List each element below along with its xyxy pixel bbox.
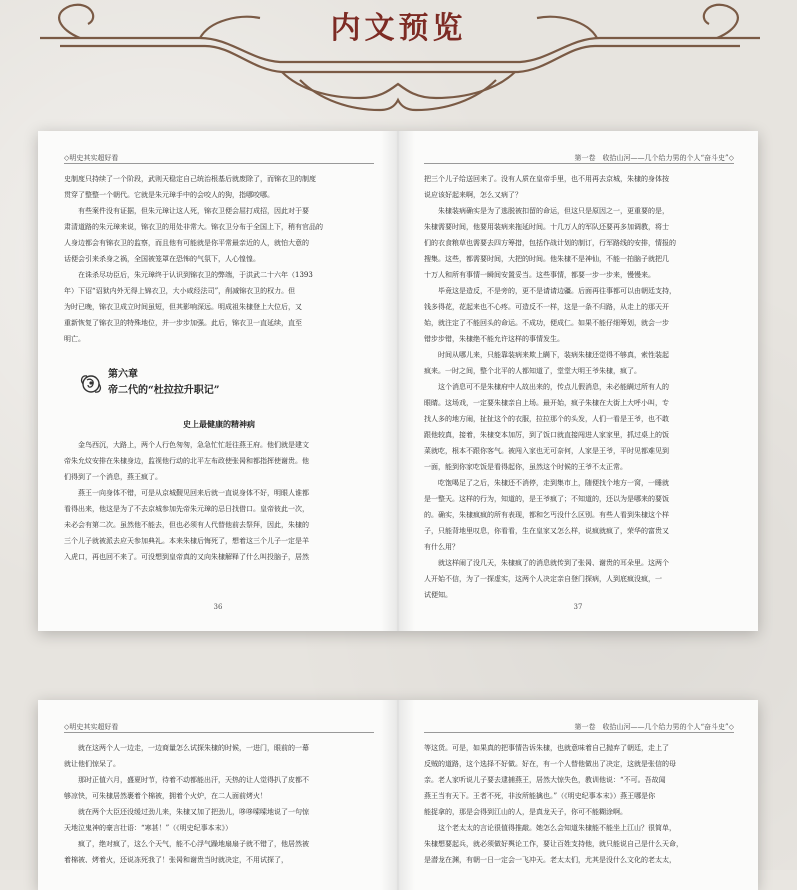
book-spread-preview (38, 700, 758, 890)
header-rule (424, 163, 734, 164)
header-rule (64, 163, 374, 164)
text-line: 燕王一向身体不错，可是从京城觐见回来后就一直说身体不好，明眼人谁都 (78, 489, 309, 497)
text-line: 们得到了一个消息，燕王疯了。 (64, 473, 162, 481)
text-line: 肃清道路的朱元璋来说，锦衣卫的用处非常大。锦衣卫分布于全国上下，稍有官品的 (64, 223, 323, 231)
text-line: 眼睛。这场戏，一定要朱棣亲自上场。最开始，疯子朱棣在大街上大呼小叫，专 (424, 399, 669, 407)
right-page (398, 700, 758, 890)
text-line: 朱棣想要起兵，就必须做好舆论工作，要让百姓支持他，就只能说自己是什么天命， (424, 840, 683, 848)
text-line: 就这样闹了没几天，朱棣疯了的消息就传到了张昺、谢贵的耳朵里。这两个 (438, 559, 669, 567)
text-line: 有什么用？ (424, 543, 459, 551)
left-page (38, 131, 398, 631)
text-line: 疯来。一时之间，整个北平的人都知道了，堂堂大明王爷朱棣，疯了。 (424, 367, 641, 375)
running-head: ◇明史其实超好看 (64, 154, 119, 162)
page-body (64, 740, 374, 868)
text-line: 说应该好起来啊，怎么又病了？ (424, 191, 522, 199)
text-line: 跟他较真，接着，朱棣变本加厉，到了饭口就直接闯进人家家里，抓过桌上的饭 (424, 431, 669, 439)
text-line: 朱棣装病确实是为了逃脱被扣留的命运，但这只是原因之一，更重要的是， (438, 207, 669, 215)
page-body (424, 171, 734, 603)
left-page (38, 700, 398, 890)
book-spread-preview (38, 131, 758, 631)
text-line: 搜集。这些，都需要时间，大把的时间。他朱棣不是神仙，不能一拍脑子就把几 (424, 255, 669, 263)
text-line: 这个消息可不是朱棣府中人故出来的，传点儿假消息，未必能瞒过所有人的 (438, 383, 669, 391)
running-head: 第一卷 收拾山河——几个给力男的个人“奋斗史”◇ (574, 723, 734, 731)
text-line: 是一整天。这样的行为，知道的，是王爷疯了；不知道的，还以为是哪来的要饭 (424, 495, 669, 503)
text-line: 金鸟西沉，大路上，两个人行色匆匆，急急忙忙赶往燕王府。他们就是建文 (78, 441, 309, 449)
page-title: 内文预览 (330, 11, 467, 46)
header-rule (64, 732, 374, 733)
text-line: 错步步错，朱棣绝不能允许这样的事情发生。 (424, 335, 564, 343)
text-line: 等这货。可是，如果真的把事情告诉朱棣，也就意味着自己抛弃了朝廷，走上了 (424, 744, 669, 752)
text-line: 未必会有第二次。虽然他不能去，但也必须有人代替他前去祭拜，因此，朱棣的 (64, 521, 309, 529)
text-line: 一面，能到你家吃饭是看得起你，虽然这个时候的王爷不太正常。 (424, 463, 627, 471)
text-line: 菜就吃，根本不跟你客气。被闯入家也无可奈何，人家是王爷，平时见都难见到 (424, 447, 669, 455)
text-line: 吃饱喝足了之后，朱棣还不消停，走到集市上，随便找个地方一窝，一睡就 (438, 479, 669, 487)
text-line: 话便会引来杀身之祸，全国被笼罩在恐怖的气氛下，人心惶惶。 (64, 255, 260, 263)
text-line: 就在两个大臣还没缓过劲儿来，朱棣又加了把劲儿，哆哆嗦嗦地说了一句惊 (78, 808, 309, 816)
text-line: 人身边都会有锦衣卫的监察，而且他有可能就是你平常最亲近的人，就怕大意的 (64, 239, 309, 247)
text-line: 明亡。 (64, 335, 85, 343)
text-line: 的。确实，朱棣疯疯的所有表现，都和乞丐没什么区别。有些人看到朱棣这个样 (424, 511, 669, 519)
chapter-number: 第六章 (108, 369, 138, 380)
text-line: 燕王当有天下。王者不死，非汝所能擒也。”（《明史纪事本末》）燕王哪是你 (424, 792, 656, 800)
text-line: 为时已晚，锦衣卫成立时间虽短，但其影响深远。明成祖朱棣登上大位后，又 (64, 303, 302, 311)
text-line: 够凉快，可朱棣居然裹着个棉被，拥着个火炉，在二人面前烤火！ (64, 792, 267, 800)
text-line: 毕竟这是造反，不是旁的，更不是请请边疆。后面再往事都可以由朝廷支持， (438, 287, 676, 295)
text-line: 找人多的地方闹，扯扯这个的衣服，拉拉那个的头发，人们一看是王爷，也不敢 (424, 415, 669, 423)
text-line: 有些案件没有证据，但朱元璋让这人死，锦衣卫便会屈打成招，因此对于要 (78, 207, 309, 215)
text-line: 钱多得花，花起来也不心疼。可造反不一样，这是一条不归路，从走上的那天开 (424, 303, 669, 311)
text-line: 重新恢复了锦衣卫的特殊地位，并一步步加强。此后，锦衣卫一直延续，直至 (64, 319, 302, 327)
text-line: 三个儿子就被派去应天参加典礼。本来朱棣后悔死了，想着这三个儿子一定是羊 (64, 537, 309, 545)
text-line: 这个老太太的言论很值得推敲。她怎么会知道朱棣能不能坐上江山？很简单， (438, 824, 676, 832)
chapter-heading (64, 365, 374, 409)
text-line: 就让他们惊呆了。 (64, 760, 120, 768)
text-line: 那时正值六月，盛夏时节，待着不动都能出汗，天热的让人觉得扒了皮都不 (78, 776, 309, 784)
page-body (424, 740, 734, 868)
dragon-emblem-icon (78, 371, 104, 397)
page-number: 37 (573, 603, 583, 611)
right-page (398, 131, 758, 631)
text-line: 人开始不信，为了一探虚实，这两个人决定亲自登门探病，人到底疯没疯，一 (424, 575, 662, 583)
text-line: 看得出来，他这是为了不去京城参加先帝朱元璋的忌日找借口。皇帝彼此一次， (64, 505, 309, 513)
chapter-title: 帝二代的“杜拉拉升职记” (108, 385, 220, 396)
text-line: 能捉拿的，那是会得到江山的人，是真龙天子，你可不能糊涂啊。 (424, 808, 627, 816)
text-line: 年）下诏“诏狱内外无得上锦衣卫，大小咸经法司”，削减锦衣卫的权力。但 (64, 287, 296, 295)
header-rule (424, 732, 734, 733)
text-line: 们的衣食粮草也需要去四方筹措，包括作战计划的制订，行军路线的安排，情报的 (424, 239, 676, 247)
running-head: 第一卷 收拾山河——几个给力男的个人“奋斗史”◇ (574, 154, 734, 162)
text-line: 在诛杀尽功臣后，朱元璋终于认识到锦衣卫的弊端，于洪武二十六年（1393 (78, 271, 313, 279)
text-line: 把三个儿子给送回来了。没有人质在皇帝手里，也不用再去京城，朱棣的身体按 (424, 175, 669, 183)
text-line: 反贼的道路，这个选择不好做。好在，有一个人替他做出了决定，这就是张信的母 (424, 760, 676, 768)
page-number: 36 (213, 603, 223, 611)
text-line: 贯穿了整整一个朝代。它就是朱元璋手中的会咬人的狗，指哪咬哪。 (64, 191, 274, 199)
text-line: 朱棣需要时间，他要用装病来拖延时间。十几万人的军队还要再多加调教，将士 (424, 223, 669, 231)
text-line: 试便知。 (424, 591, 452, 599)
text-line: 入虎口，再也回不来了。可没想到皇帝真的又向朱棣解释了什么叫投脑子，居然 (64, 553, 309, 561)
text-line: 子，只能背地里叹息，你看看，生在皇家又怎么样，说疯就疯了，荣华的富贵又 (424, 527, 669, 535)
text-line: 着棉被、烤着火，还说冻死我了！张昺和谢贵当时就决定，不用试探了， (64, 856, 288, 864)
text-line: 史制度只持续了一个阶段，武则天稳定自己统治根基后就废除了，而锦衣卫的制度 (64, 175, 316, 183)
text-line: 天地泣鬼神的豪言壮语：“寒甚！”（《明史纪事本末》） (64, 824, 233, 832)
text-line: 是潜龙在渊，有朝一日一定会一飞冲天。老太太们，尤其是没什么文化的老太太， (424, 856, 676, 864)
text-line: 始，就注定了不能回头的命运。不成功，便成仁。如果不能仔细筹划，就会一步 (424, 319, 669, 327)
text-line: 时间从哪儿来，只能靠装病来欺上瞒下，装病朱棣还觉得不够真，索性装起 (438, 351, 669, 359)
text-line: 十万人和所有事情一瞬间安置妥当。这些事情，都要一步一步来，慢慢来。 (424, 271, 655, 279)
text-line: 疯了，绝对疯了，这么个天气，能不心浮气躁地扇扇子就不错了，他居然被 (78, 840, 309, 848)
section-title: 史上最健康的精神病 (183, 420, 255, 429)
text-line: 亲。老人家听说儿子要去逮捕燕王，居然大惊失色，教训他说：“不可。吾故闻 (424, 776, 666, 784)
text-line: 就在这两个人一边走，一边商量怎么试探朱棣的时候，一进门，眼前的一幕 (78, 744, 309, 752)
text-line: 帝朱允炆安排在朱棣身边，监视他行动的北平左布政使张昺和都指挥使谢贵。他 (64, 457, 309, 465)
running-head: ◇明史其实超好看 (64, 723, 119, 731)
page-body (64, 171, 374, 565)
